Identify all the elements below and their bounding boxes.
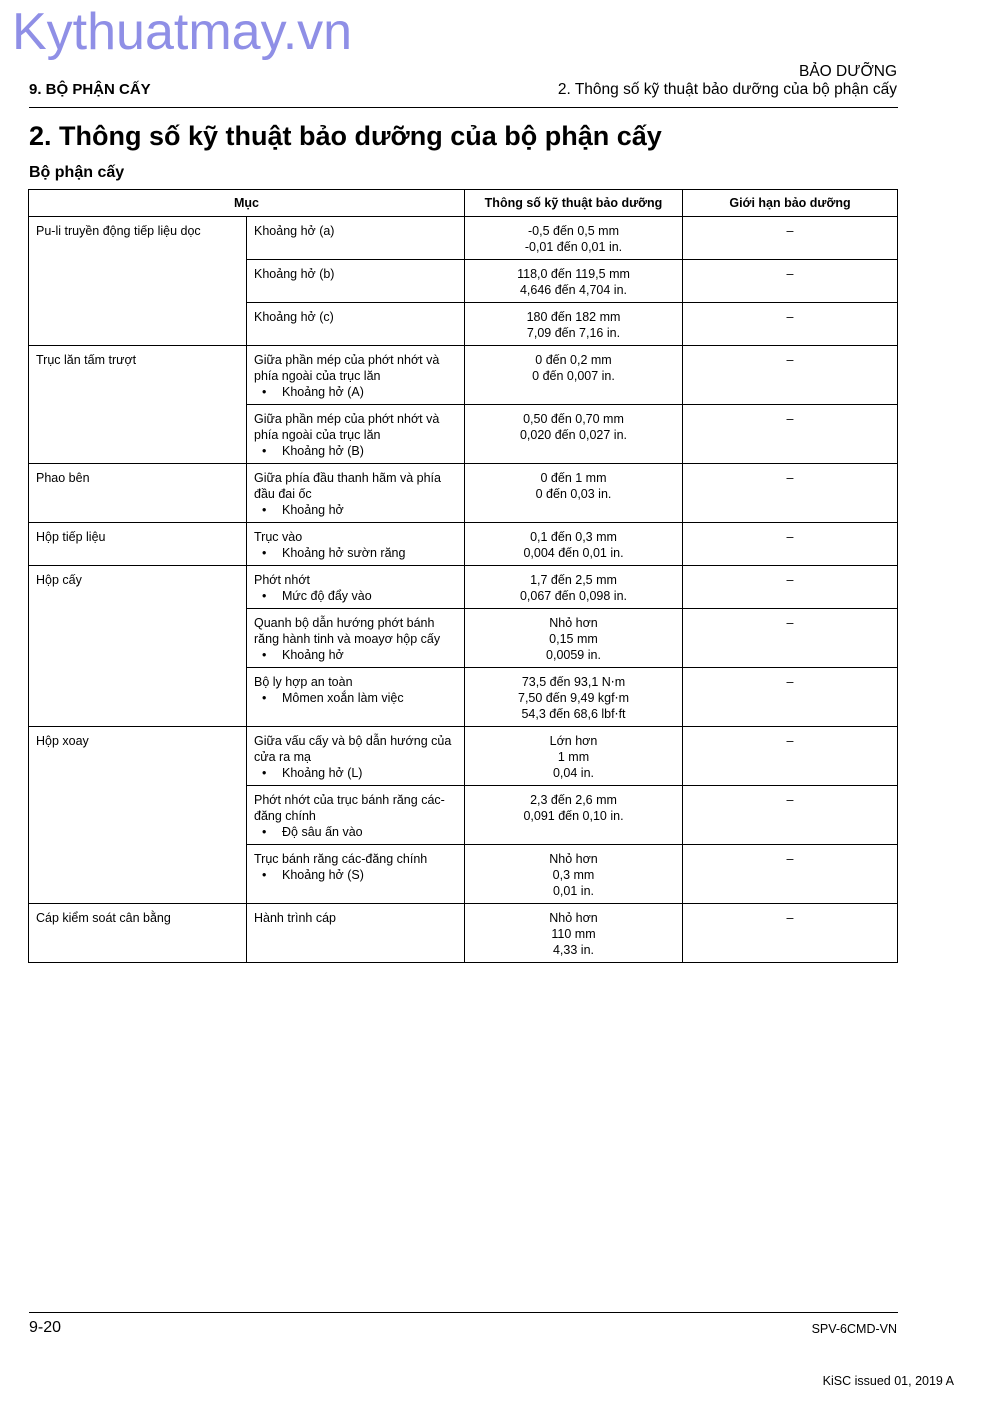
sub-item-cell xyxy=(247,727,465,786)
header-divider xyxy=(29,107,898,108)
bullet-icon: • xyxy=(262,444,267,458)
limit-cell: – xyxy=(683,217,898,260)
table-header-row xyxy=(29,190,898,217)
limit-cell: – xyxy=(683,523,898,566)
sub-item-cell xyxy=(247,609,465,668)
spec-value-cell xyxy=(465,727,683,786)
sub-item-cell xyxy=(247,668,465,727)
spec-value-line: 0,067 đến 0,098 in. xyxy=(519,589,628,603)
spec-value-line: 110 mm xyxy=(551,927,596,941)
bullet-icon: • xyxy=(262,825,267,839)
spec-value-line: 0,3 mm xyxy=(552,868,595,882)
spec-value-line: 54,3 đến 68,6 lbf⋅ft xyxy=(521,707,626,721)
bullet-text: Khoảng hở xyxy=(282,648,344,662)
table-row xyxy=(29,727,898,786)
sub-item-cell xyxy=(247,260,465,303)
doc-code: SPV-6CMD-VN xyxy=(811,1322,897,1336)
sub-item-cell xyxy=(247,303,465,346)
spec-value-line: Nhỏ hơn xyxy=(549,911,598,925)
page-title: 2. Thông số kỹ thuật bảo dưỡng của bộ phận cấy xyxy=(29,121,662,151)
spec-value-line: 0,50 đến 0,70 mm xyxy=(523,412,624,426)
item-cell: Hộp tiếp liệu xyxy=(29,523,247,566)
table-row xyxy=(29,523,898,566)
limit-cell: – xyxy=(683,786,898,845)
bullet-item xyxy=(254,384,457,400)
sub-item-cell xyxy=(247,346,465,405)
limit-cell: – xyxy=(683,464,898,523)
sub-item-text: Giữa phía đầu thanh hãm và phía đầu đai ốc xyxy=(254,471,441,501)
spec-value-line: 2,3 đến 2,6 mm xyxy=(530,793,617,807)
spec-value-cell xyxy=(465,523,683,566)
spec-value-cell xyxy=(465,405,683,464)
sub-item-text: Giữa vấu cấy và bộ dẫn hướng của cửa ra mạ xyxy=(254,734,452,764)
bullet-text: Khoảng hở (L) xyxy=(282,766,363,780)
item-cell: Hộp xoay xyxy=(29,727,247,904)
spec-value-line: 0 đến 0,03 in. xyxy=(535,487,612,501)
spec-value-cell xyxy=(465,904,683,963)
sub-item-cell xyxy=(247,217,465,260)
footer-divider xyxy=(29,1312,898,1313)
bullet-icon: • xyxy=(262,546,267,560)
sub-item-cell xyxy=(247,566,465,609)
bullet-item xyxy=(254,443,457,459)
spec-value-cell xyxy=(465,786,683,845)
spec-value-line: 0,091 đến 0,10 in. xyxy=(523,809,624,823)
bullet-icon: • xyxy=(262,766,267,780)
sub-item-text: Phớt nhớt của trục bánh răng các-đăng chính xyxy=(254,793,445,823)
sub-item-text: Trục bánh răng các-đăng chính xyxy=(254,852,428,866)
spec-value-cell xyxy=(465,217,683,260)
spec-value-cell xyxy=(465,346,683,405)
spec-value-line: 0,1 đến 0,3 mm xyxy=(530,530,617,544)
spec-value-line: Nhỏ hơn xyxy=(549,616,598,630)
spec-value-line: 0,0059 in. xyxy=(546,648,601,662)
bullet-item xyxy=(254,502,457,518)
bullet-icon: • xyxy=(262,648,267,662)
page-number: 9-20 xyxy=(29,1319,62,1336)
bullet-item xyxy=(254,765,457,781)
item-cell: Trục lăn tấm trượt xyxy=(29,346,247,464)
spec-value-line: 180 đến 182 mm xyxy=(526,310,621,324)
bullet-item xyxy=(254,545,457,561)
bullet-icon: • xyxy=(262,868,267,882)
bullet-text: Khoảng hở xyxy=(282,503,344,517)
limit-cell: – xyxy=(683,668,898,727)
bullet-item xyxy=(254,824,457,840)
spec-value-line: 7,50 đến 9,49 kgf⋅m xyxy=(518,691,629,705)
limit-cell: – xyxy=(683,405,898,464)
issue-note: KiSC issued 01, 2019 A xyxy=(822,1374,954,1388)
limit-cell: – xyxy=(683,727,898,786)
header-category: BẢO DƯỠNG xyxy=(798,63,897,80)
limit-cell: – xyxy=(683,566,898,609)
sub-item-text: Bộ ly hợp an toàn xyxy=(254,675,353,689)
bullet-text: Khoảng hở (S) xyxy=(282,868,364,882)
sub-item-cell xyxy=(247,904,465,963)
spec-value-line: Nhỏ hơn xyxy=(549,852,598,866)
bullet-text: Khoảng hở (B) xyxy=(282,444,364,458)
table-row xyxy=(29,464,898,523)
spec-value-cell xyxy=(465,609,683,668)
bullet-item xyxy=(254,690,457,706)
spec-value-line: -0,01 đến 0,01 in. xyxy=(524,240,623,254)
sub-item-text: Giữa phần mép của phớt nhớt và phía ngoài của trục lăn xyxy=(254,353,440,383)
chapter-header: 9. BỘ PHẬN CẤY xyxy=(29,81,151,98)
section-title: Bộ phận cấy xyxy=(29,164,125,181)
spec-value-cell xyxy=(465,845,683,904)
spec-value-cell xyxy=(465,566,683,609)
item-cell: Hộp cấy xyxy=(29,566,247,727)
spec-value-line: 0,04 in. xyxy=(552,766,594,780)
spec-table xyxy=(28,189,898,963)
watermark-logo: Kythuatmay.vn xyxy=(12,3,353,61)
bullet-item xyxy=(254,588,457,604)
spec-value-line: 4,33 in. xyxy=(552,943,594,957)
spec-value-line: Lớn hơn xyxy=(549,734,598,748)
limit-cell: – xyxy=(683,845,898,904)
sub-item-text: Phớt nhớt xyxy=(254,573,311,587)
sub-item-text: Trục vào xyxy=(254,530,303,544)
spec-value-line: 73,5 đến 93,1 N⋅m xyxy=(521,675,626,689)
sub-item-text: Khoảng hở (a) xyxy=(254,224,335,238)
bullet-text: Khoảng hở sườn răng xyxy=(282,546,406,560)
sub-item-cell xyxy=(247,405,465,464)
spec-value-line: 0,004 đến 0,01 in. xyxy=(523,546,624,560)
spec-table-body xyxy=(29,217,898,963)
bullet-text: Độ sâu ấn vào xyxy=(282,825,363,839)
table-row xyxy=(29,217,898,260)
bullet-icon: • xyxy=(262,589,267,603)
spec-value-line: 1,7 đến 2,5 mm xyxy=(530,573,617,587)
spec-value-line: 0 đến 0,007 in. xyxy=(532,369,615,383)
sub-item-text: Giữa phần mép của phớt nhớt và phía ngoài của trục lăn xyxy=(254,412,440,442)
limit-cell: – xyxy=(683,303,898,346)
spec-value-line: 1 mm xyxy=(557,750,590,764)
spec-value-line: 0,020 đến 0,027 in. xyxy=(519,428,628,442)
header-limit: Giới hạn bảo dưỡng xyxy=(683,190,898,217)
bullet-icon: • xyxy=(262,691,267,705)
item-cell: Phao bên xyxy=(29,464,247,523)
header-section: 2. Thông số kỹ thuật bảo dưỡng của bộ phận cấy xyxy=(557,81,897,98)
spec-value-line: 4,646 đến 4,704 in. xyxy=(519,283,628,297)
spec-value-line: -0,5 đến 0,5 mm xyxy=(527,224,619,238)
sub-item-text: Khoảng hở (c) xyxy=(254,310,334,324)
spec-value-cell xyxy=(465,303,683,346)
bullet-text: Khoảng hở (A) xyxy=(282,385,364,399)
sub-item-cell xyxy=(247,786,465,845)
sub-item-text: Khoảng hở (b) xyxy=(254,267,335,281)
spec-value-line: 0 đến 0,2 mm xyxy=(535,353,612,367)
item-cell: Cáp kiểm soát cân bằng xyxy=(29,904,247,963)
header-spec: Thông số kỹ thuật bảo dưỡng xyxy=(465,190,683,217)
bullet-icon: • xyxy=(262,503,267,517)
table-row xyxy=(29,346,898,405)
spec-value-cell xyxy=(465,668,683,727)
table-row xyxy=(29,904,898,963)
item-cell: Pu-li truyền động tiếp liệu dọc xyxy=(29,217,247,346)
bullet-item xyxy=(254,647,457,663)
sub-item-cell xyxy=(247,523,465,566)
limit-cell: – xyxy=(683,904,898,963)
sub-item-cell xyxy=(247,464,465,523)
sub-item-text: Hành trình cáp xyxy=(254,911,336,925)
table-row xyxy=(29,566,898,609)
limit-cell: – xyxy=(683,346,898,405)
limit-cell: – xyxy=(683,609,898,668)
bullet-text: Mức độ đẩy vào xyxy=(282,589,372,603)
spec-value-cell xyxy=(465,260,683,303)
spec-value-cell xyxy=(465,464,683,523)
spec-value-line: 0 đến 1 mm xyxy=(540,471,607,485)
bullet-text: Mômen xoắn làm việc xyxy=(282,691,404,705)
sub-item-text: Quanh bộ dẫn hướng phớt bánh răng hành tinh và moayơ hộp cấy xyxy=(254,616,441,646)
spec-value-line: 0,15 mm xyxy=(549,632,598,646)
spec-value-line: 0,01 in. xyxy=(552,884,594,898)
limit-cell: – xyxy=(683,260,898,303)
spec-value-line: 7,09 đến 7,16 in. xyxy=(526,326,621,340)
bullet-item xyxy=(254,867,457,883)
running-header xyxy=(558,63,897,99)
spec-value-line: 118,0 đến 119,5 mm xyxy=(517,267,630,281)
sub-item-cell xyxy=(247,845,465,904)
header-item: Mục xyxy=(29,190,465,217)
bullet-icon: • xyxy=(262,385,267,399)
